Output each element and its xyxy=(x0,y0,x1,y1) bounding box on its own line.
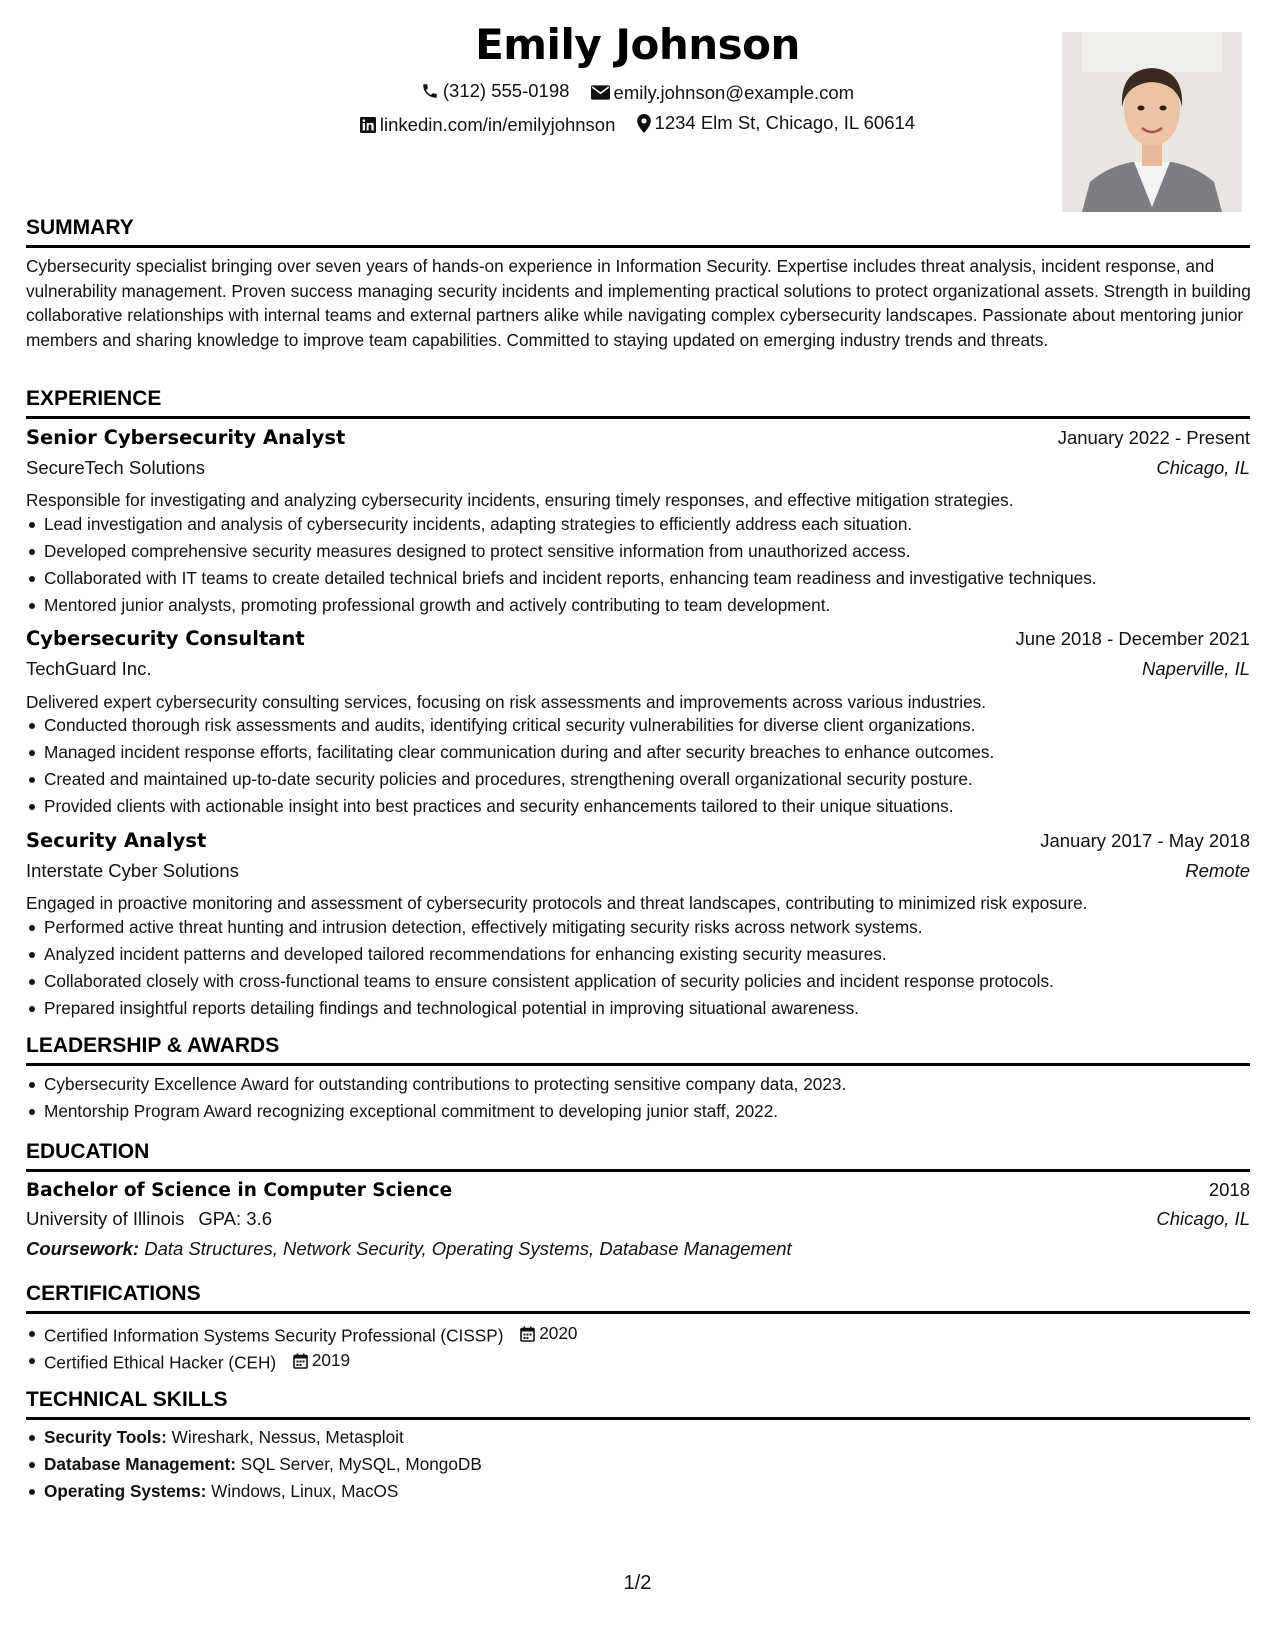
cert-name: Certified Information Systems Security Professional (CISSP) xyxy=(44,1325,504,1346)
map-pin-icon xyxy=(637,114,651,133)
job-1-header xyxy=(26,426,1250,449)
skills-list xyxy=(26,1424,1252,1505)
phone-text: (312) 555-0198 xyxy=(442,80,570,101)
skills-divider xyxy=(26,1417,1250,1420)
linkedin-icon xyxy=(360,117,376,133)
education-divider xyxy=(26,1169,1250,1172)
school: University of Illinois xyxy=(26,1208,185,1229)
envelope-icon xyxy=(591,85,610,100)
experience-heading: EXPERIENCE xyxy=(26,387,162,410)
list-item: Performed active threat hunting and intrusion detection, effectively mitigating security risks across network systems. xyxy=(26,914,1252,941)
skill-label: Operating Systems: xyxy=(44,1481,207,1501)
job-dates: January 2022 - Present xyxy=(1057,427,1250,448)
list-item: Provided clients with actionable insight into best practices and security enhancements tailored to their unique situations. xyxy=(26,793,1252,820)
education-heading: EDUCATION xyxy=(26,1140,150,1163)
coursework-list: Data Structures, Network Security, Operating Systems, Database Management xyxy=(144,1238,792,1259)
list-item: Prepared insightful reports detailing findings and technological potential in improving situational awareness. xyxy=(26,995,1252,1022)
education-header xyxy=(26,1179,1250,1201)
job-2-bullets xyxy=(26,712,1252,820)
job-dates: January 2017 - May 2018 xyxy=(1040,830,1250,851)
skill-label: Database Management: xyxy=(44,1454,236,1474)
phone-contact xyxy=(421,80,570,102)
cert-name: Certified Ethical Hacker (CEH) xyxy=(44,1352,277,1373)
list-item: Lead investigation and analysis of cybersecurity incidents, adapting strategies to efficiently address each situation. xyxy=(26,511,1252,538)
awards-heading: LEADERSHIP & AWARDS xyxy=(26,1034,280,1057)
list-item xyxy=(26,1347,1252,1374)
job-description: Engaged in proactive monitoring and assessment of cybersecurity protocols and threat landscapes, contributing to minimized risk exposure. xyxy=(26,893,1088,913)
certifications-divider xyxy=(26,1311,1250,1314)
job-company: Interstate Cyber Solutions xyxy=(26,860,239,881)
job-3-bullets xyxy=(26,914,1252,1022)
list-item: Mentorship Program Award recognizing exceptional commitment to developing junior staff, 2022. xyxy=(26,1098,1252,1125)
graduation-year: 2018 xyxy=(1208,1179,1250,1200)
list-item: Conducted thorough risk assessments and audits, identifying critical security vulnerabilities for diverse client organizations. xyxy=(26,712,1252,739)
list-item: Developed comprehensive security measures designed to protect sensitive information from unauthorized access. xyxy=(26,538,1252,565)
calendar-icon xyxy=(293,1353,308,1369)
job-1-bullets xyxy=(26,511,1252,619)
job-title: Senior Cybersecurity Analyst xyxy=(26,426,346,449)
address-text: 1234 Elm St, Chicago, IL 60614 xyxy=(654,112,916,133)
list-item: Managed incident response efforts, facilitating clear communication during and after security breaches to enhance outcomes. xyxy=(26,739,1252,766)
skill-value: Wireshark, Nessus, Metasploit xyxy=(171,1427,404,1447)
email-text: emily.johnson@example.com xyxy=(613,81,855,103)
gpa: GPA: 3.6 xyxy=(198,1208,273,1229)
list-item: Created and maintained up-to-date security policies and procedures, strengthening overall organizational security posture. xyxy=(26,766,1252,793)
skill-value: Windows, Linux, MacOS xyxy=(211,1481,399,1501)
awards-list xyxy=(26,1071,1252,1125)
job-dates: June 2018 - December 2021 xyxy=(1015,628,1250,649)
linkedin-contact[interactable] xyxy=(360,114,615,136)
linkedin-text: linkedin.com/in/emilyjohnson xyxy=(379,113,616,135)
summary-heading: SUMMARY xyxy=(26,216,134,239)
phone-icon xyxy=(421,82,439,100)
job-title: Security Analyst xyxy=(26,829,207,852)
list-item xyxy=(26,1451,1252,1478)
job-2-header xyxy=(26,627,1250,650)
job-description: Delivered expert cybersecurity consulting services, focusing on risk assessments and improvements across various industries. xyxy=(26,692,987,712)
candidate-name: Emily Johnson xyxy=(475,20,800,69)
cert-year: 2019 xyxy=(311,1350,351,1370)
job-3-subheader xyxy=(26,860,1250,882)
job-location: Chicago, IL xyxy=(1156,457,1250,478)
certifications-heading: CERTIFICATIONS xyxy=(26,1282,201,1305)
certifications-list xyxy=(26,1320,1252,1374)
job-1-subheader xyxy=(26,457,1250,479)
address-contact xyxy=(637,112,916,134)
degree: Bachelor of Science in Computer Science xyxy=(26,1180,453,1201)
list-item xyxy=(26,1478,1252,1505)
skills-heading: TECHNICAL SKILLS xyxy=(26,1388,228,1411)
summary-text: Cybersecurity specialist bringing over seven years of hands-on experience in Information Security. Expertise includes threat analysis, incident response, and vulnerability management. Proven success managing security incidents and implementing practical solutions to protect organizational assets. Strength in building collaborative relationships with internal teams and external partners alike while navigating complex cybersecurity landscapes. Passionate about mentoring junior members and sharing knowledge to improve team capabilities. Committed to staying updated on emerging industry trends and threats. xyxy=(26,256,1251,350)
list-item: Analyzed incident patterns and developed tailored recommendations for enhancing existing security measures. xyxy=(26,941,1252,968)
summary-divider xyxy=(26,245,1250,248)
list-item: Collaborated with IT teams to create detailed technical briefs and incident reports, enhancing team readiness and investigative techniques. xyxy=(26,565,1252,592)
job-location: Naperville, IL xyxy=(1142,658,1250,679)
job-description: Responsible for investigating and analyzing cybersecurity incidents, ensuring timely responses, and effective mitigation strategies. xyxy=(26,490,1014,510)
skill-value: SQL Server, MySQL, MongoDB xyxy=(240,1454,482,1474)
education-subheader xyxy=(26,1208,1250,1230)
cert-date xyxy=(520,1320,577,1347)
job-company: TechGuard Inc. xyxy=(26,658,152,679)
cert-date xyxy=(293,1347,350,1374)
list-item: Cybersecurity Excellence Award for outstanding contributions to protecting sensitive company data, 2023. xyxy=(26,1071,1252,1098)
list-item: Collaborated closely with cross-functional teams to ensure consistent application of security policies and incident response protocols. xyxy=(26,968,1252,995)
list-item xyxy=(26,1320,1252,1347)
cert-year: 2020 xyxy=(539,1323,578,1343)
list-item xyxy=(26,1424,1252,1451)
coursework xyxy=(26,1238,792,1260)
page-number: 1/2 xyxy=(623,1572,652,1594)
coursework-label: Coursework: xyxy=(26,1238,140,1259)
school-info xyxy=(26,1208,272,1230)
school-location: Chicago, IL xyxy=(1156,1208,1250,1229)
calendar-icon xyxy=(520,1326,535,1342)
job-company: SecureTech Solutions xyxy=(26,457,205,478)
experience-divider xyxy=(26,416,1250,419)
email-contact[interactable] xyxy=(591,82,855,104)
job-title: Cybersecurity Consultant xyxy=(26,627,305,650)
awards-divider xyxy=(26,1063,1250,1066)
job-2-subheader xyxy=(26,658,1250,680)
profile-photo xyxy=(1062,32,1242,212)
job-3-header xyxy=(26,829,1250,852)
list-item: Mentored junior analysts, promoting professional growth and actively contributing to team development. xyxy=(26,592,1252,619)
job-location: Remote xyxy=(1185,860,1250,881)
skill-label: Security Tools: xyxy=(44,1427,167,1447)
